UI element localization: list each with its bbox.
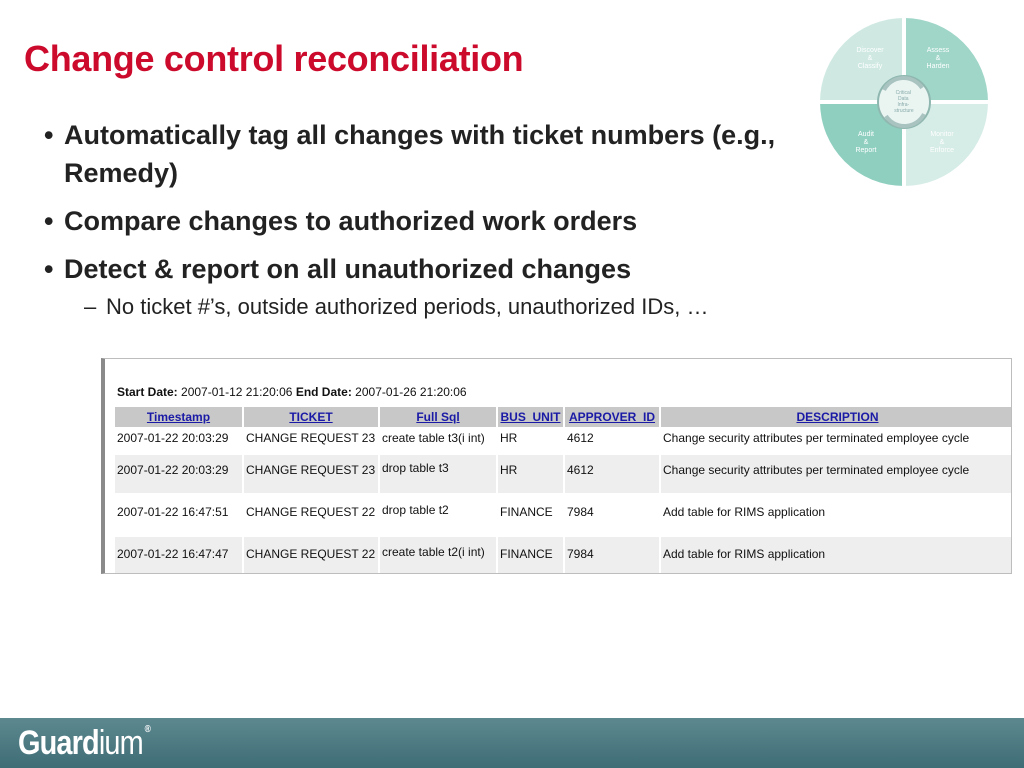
guardium-logo (18, 724, 150, 763)
table-row (115, 455, 1012, 493)
sql-text: create table t2(i int) (382, 545, 485, 559)
cell-bus-unit: FINANCE (497, 537, 564, 574)
bullet-text: Automatically tag all changes with ticket numbers (e.g., Remedy) (64, 120, 776, 188)
cell-approver-id: 7984 (564, 537, 660, 574)
label-monitor: Monitor & Enforce (929, 131, 955, 154)
cell-full-sql (379, 537, 497, 574)
sub-bullet (84, 292, 906, 322)
registered-mark: ® (144, 724, 151, 735)
bullet-item (42, 116, 802, 192)
column-header-timestamp[interactable]: Timestamp (115, 407, 243, 427)
bullet-dot-icon: • (44, 206, 54, 236)
cell-ticket: CHANGE REQUEST 22 (243, 493, 379, 537)
slide-title: Change control reconciliation (24, 38, 524, 79)
cell-full-sql (379, 455, 497, 493)
cell-approver-id: 7984 (564, 493, 660, 537)
end-date-value: 2007-01-26 21:20:06 (355, 385, 467, 399)
bullet-list (42, 116, 802, 322)
table-row (115, 427, 1012, 455)
cell-description: Change security attributes per terminated employee cycle (660, 427, 1012, 455)
table-header-row (115, 407, 1012, 427)
cell-full-sql (379, 493, 497, 537)
cell-ticket: CHANGE REQUEST 23 (243, 455, 379, 493)
column-header-approver-id[interactable]: APPROVER_ID (564, 407, 660, 427)
label-discover: Discover & Classify (856, 47, 884, 70)
logo-text-thin: ium (98, 724, 143, 762)
center-label: Critical (895, 90, 911, 96)
column-header-description[interactable]: DESCRIPTION (660, 407, 1012, 427)
cell-approver-id: 4612 (564, 427, 660, 455)
cell-approver-id: 4612 (564, 455, 660, 493)
column-header-ticket[interactable]: TICKET (243, 407, 379, 427)
sub-bullet-text: No ticket #’s, outside authorized periods, unauthorized IDs, … (106, 294, 709, 319)
bullet-item (42, 202, 802, 240)
cell-description: Change security attributes per terminated employee cycle (660, 455, 1012, 493)
sql-text: drop table t3 (382, 461, 449, 475)
column-header-full-sql[interactable]: Full Sql (379, 407, 497, 427)
table-row (115, 537, 1012, 574)
end-date-label: End Date: (295, 385, 352, 399)
cell-ticket: CHANGE REQUEST 23 (243, 427, 379, 455)
table-row (115, 493, 1012, 537)
svg-text:Critical Data Infra-: Critical Data Infra- structure (894, 90, 914, 114)
cell-bus-unit: HR (497, 427, 564, 455)
footer-bar (0, 718, 1024, 768)
cell-timestamp: 2007-01-22 16:47:47 (115, 537, 243, 574)
label-assess: Assess & Harden (926, 47, 950, 70)
cell-timestamp: 2007-01-22 16:47:51 (115, 493, 243, 537)
cell-ticket: CHANGE REQUEST 22 (243, 537, 379, 574)
sql-text: drop table t2 (382, 503, 449, 517)
cell-description: Add table for RIMS application (660, 537, 1012, 574)
bullet-item (42, 250, 802, 288)
column-header-bus-unit[interactable]: BUS_UNIT (497, 407, 564, 427)
cell-description: Add table for RIMS application (660, 493, 1012, 537)
cell-full-sql: create table t3(i int) (379, 427, 497, 455)
cell-timestamp: 2007-01-22 20:03:29 (115, 427, 243, 455)
dash-icon: – (84, 294, 97, 319)
reconciliation-report (101, 358, 1012, 574)
logo-text-bold: Guard (18, 724, 99, 762)
report-date-range (117, 385, 467, 399)
cell-bus-unit: HR (497, 455, 564, 493)
lifecycle-diagram (818, 16, 990, 188)
start-date-label: Start Date: (117, 385, 178, 399)
cell-bus-unit: FINANCE (497, 493, 564, 537)
start-date-value: 2007-01-12 21:20:06 (181, 385, 293, 399)
bullet-text: Compare changes to authorized work orders (64, 206, 638, 236)
label-audit: Audit & Report (855, 131, 877, 154)
bullet-dot-icon: • (44, 254, 54, 284)
report-table (115, 407, 1012, 574)
bullet-dot-icon: • (44, 120, 54, 150)
cell-timestamp: 2007-01-22 20:03:29 (115, 455, 243, 493)
bullet-text: Detect & report on all unauthorized changes (64, 254, 632, 284)
